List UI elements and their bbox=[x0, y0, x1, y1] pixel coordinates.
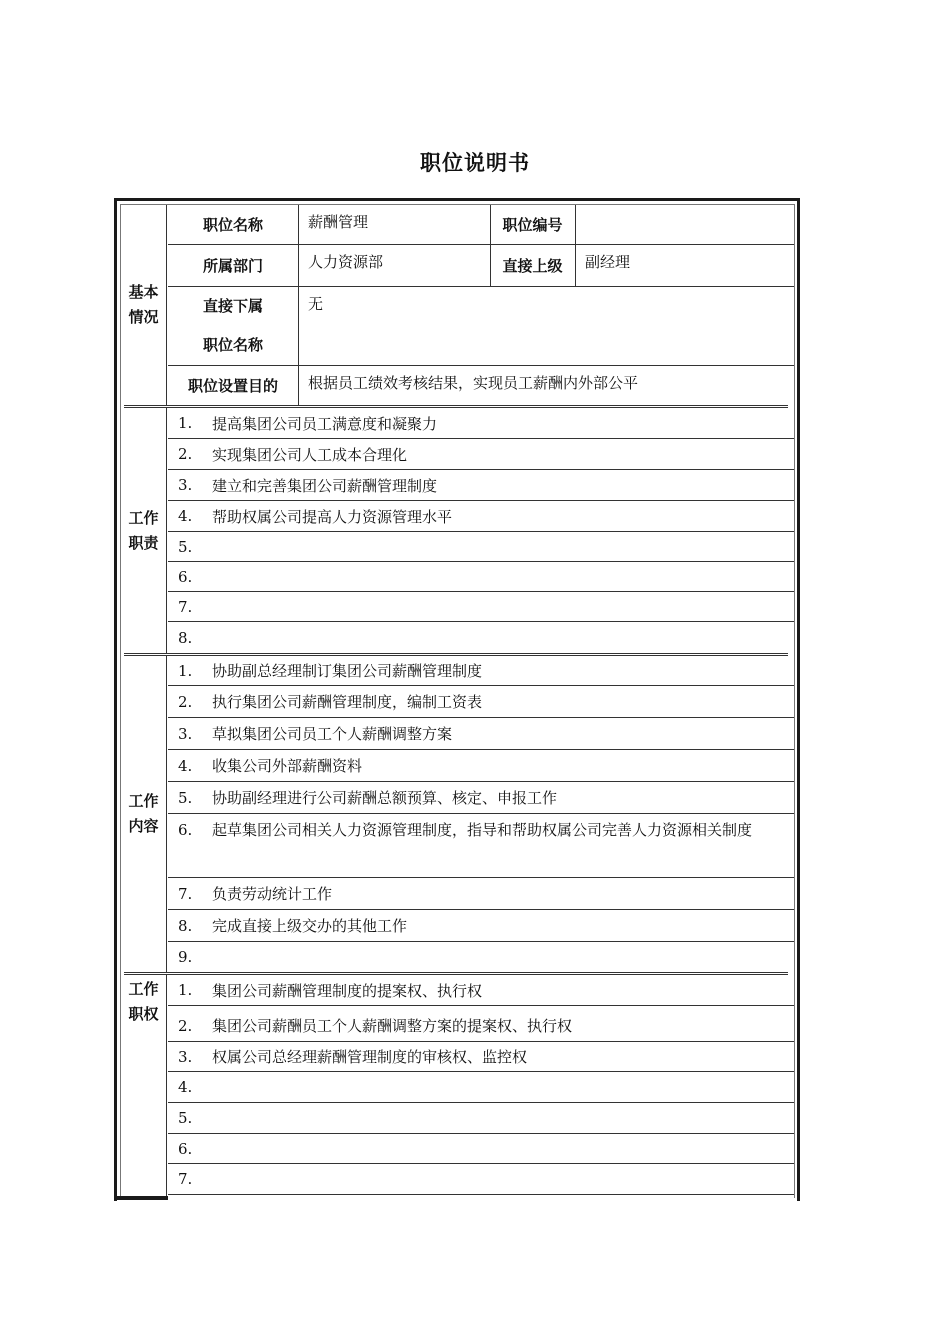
list-item: 5. bbox=[168, 532, 794, 562]
list-item: 9. bbox=[178, 948, 193, 966]
list-item: 7. bbox=[168, 592, 794, 622]
list-item: 5. bbox=[168, 1103, 794, 1134]
list-item: 1. 协助副总经理制订集团公司薪酬管理制度 bbox=[168, 656, 794, 686]
list-item: 6. bbox=[168, 562, 794, 592]
content-label-line1: 工作 bbox=[128, 792, 159, 810]
list-item: 1. 集团公司薪酬管理制度的提案权、执行权 bbox=[168, 975, 794, 1006]
basic-info-divider-2 bbox=[490, 205, 491, 287]
basic-info-section-label bbox=[121, 205, 167, 405]
list-item: 8. 完成直接上级交办的其他工作 bbox=[168, 910, 794, 942]
position-name-value: 薪酬管理 bbox=[298, 205, 490, 245]
department-label: 所属部门 bbox=[168, 245, 298, 287]
list-item: 4. 收集公司外部薪酬资料 bbox=[168, 750, 794, 782]
table-inner-border-right bbox=[794, 204, 795, 1198]
department-value: 人力资源部 bbox=[298, 245, 490, 287]
basic-info-label-line2: 情况 bbox=[128, 308, 159, 326]
list-item: 2. 实现集团公司人工成本合理化 bbox=[168, 439, 794, 470]
list-item: 2. 执行集团公司薪酬管理制度，编制工资表 bbox=[168, 686, 794, 718]
responsibilities-label-line2: 职责 bbox=[128, 533, 159, 552]
responsibilities-section-label bbox=[121, 408, 167, 653]
list-item: 1. 提高集团公司员工满意度和凝聚力 bbox=[168, 408, 794, 439]
subordinate-label-line1: 直接下属 bbox=[202, 297, 263, 315]
authority-label-line1: 工作 bbox=[128, 980, 159, 998]
list-item: 6. 起草集团公司相关人力资源管理制度，指导和帮助权属公司完善人力资源相关制度 bbox=[168, 814, 794, 878]
content-label-line2: 内容 bbox=[128, 817, 159, 835]
list-item: 6. bbox=[168, 1134, 794, 1164]
list-item: 5. 协助副经理进行公司薪酬总额预算、核定、申报工作 bbox=[168, 782, 794, 814]
list-item: 2. 集团公司薪酬员工个人薪酬调整方案的提案权、执行权 bbox=[168, 1006, 794, 1042]
list-item: 3. 建立和完善集团公司薪酬管理制度 bbox=[168, 470, 794, 501]
content-section-label bbox=[121, 656, 167, 972]
basic-info-label-line1: 基本 bbox=[128, 283, 159, 301]
purpose-label: 职位设置目的 bbox=[187, 377, 278, 395]
position-name-label: 职位名称 bbox=[168, 205, 298, 245]
basic-info-divider-3 bbox=[575, 205, 576, 287]
direct-superior-label: 直接上级 bbox=[490, 245, 575, 287]
document-title: 职位说明书 bbox=[420, 151, 530, 175]
direct-superior-value: 副经理 bbox=[575, 245, 794, 287]
list-item: 4. bbox=[168, 1072, 794, 1103]
list-item: 3. 权属公司总经理薪酬管理制度的审核权、监控权 bbox=[168, 1042, 794, 1072]
basic-info-divider-1 bbox=[298, 205, 299, 405]
list-item: 8. bbox=[178, 628, 193, 647]
list-item: 7. bbox=[168, 1164, 794, 1195]
subordinate-label bbox=[168, 287, 298, 366]
subordinate-label-line2: 职位名称 bbox=[202, 336, 263, 354]
list-item: 4. 帮助权属公司提高人力资源管理水平 bbox=[168, 501, 794, 532]
list-item: 7. 负责劳动统计工作 bbox=[168, 878, 794, 910]
responsibilities-label-line1: 工作 bbox=[128, 508, 159, 527]
purpose-value: 根据员工绩效考核结果，实现员工薪酬内外部公平 bbox=[308, 374, 639, 392]
table-bottom-edge bbox=[117, 1196, 168, 1200]
list-item: 3. 草拟集团公司员工个人薪酬调整方案 bbox=[168, 718, 794, 750]
position-code-value bbox=[575, 205, 794, 245]
position-code-label: 职位编号 bbox=[490, 205, 575, 245]
authority-section-label bbox=[121, 975, 167, 1196]
subordinate-value: 无 bbox=[298, 287, 794, 366]
authority-label-line2: 职权 bbox=[128, 1005, 159, 1023]
